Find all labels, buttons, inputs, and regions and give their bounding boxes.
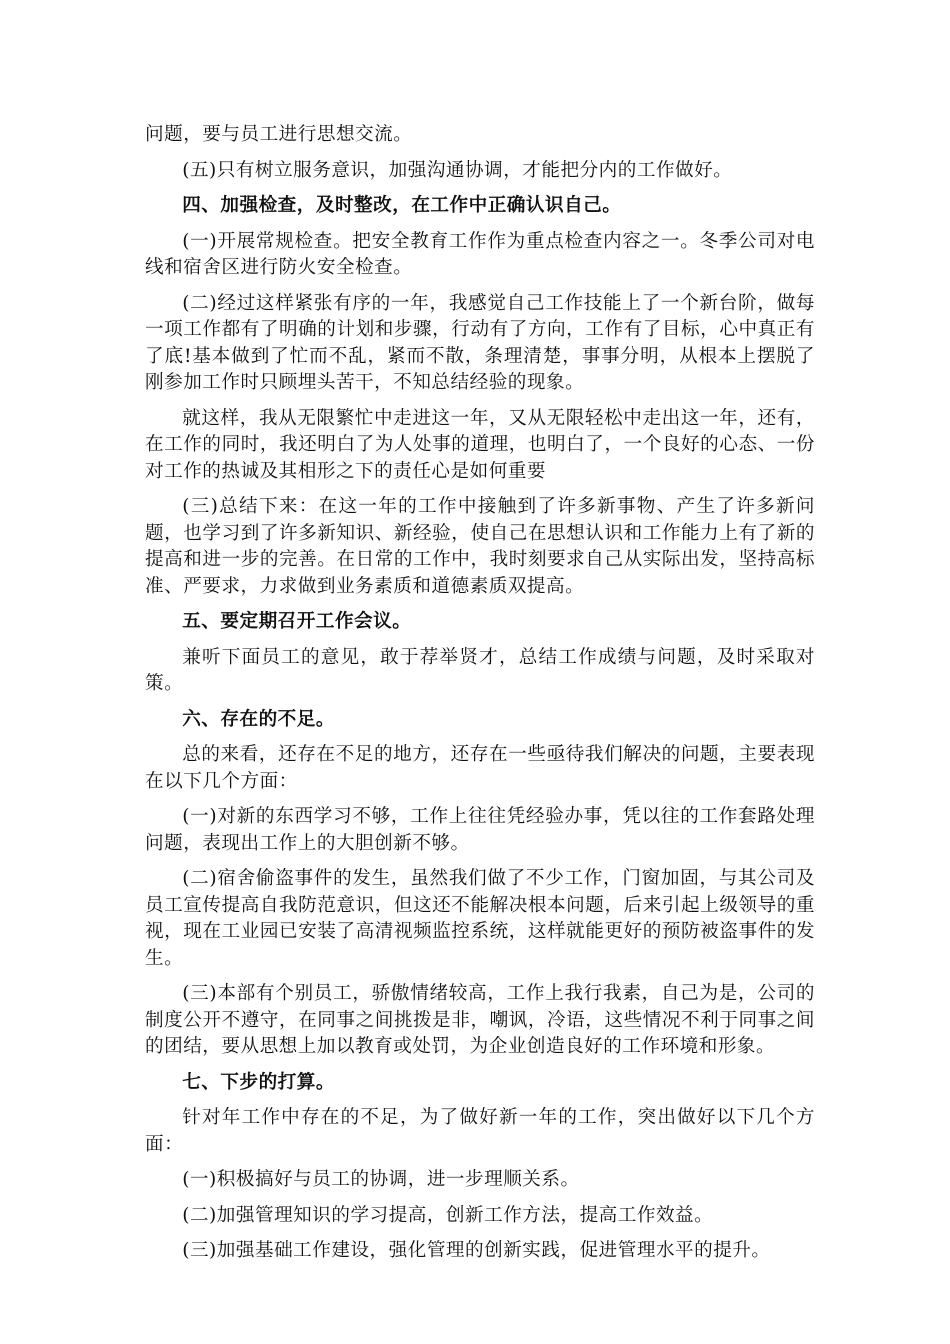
paragraph: (一)开展常规检查。把安全教育工作作为重点检查内容之一。冬季公司对电线和宿舍区进行防火安全检查。 [145, 230, 815, 278]
document-body [145, 122, 815, 1274]
paragraph: 就这样，我从无限繁忙中走进这一年，又从无限轻松中走出这一年，还有，在工作的同时，我还明白了为人处事的道理，也明白了，一个良好的心态、一份对工作的热诚及其相形之下的责任心是如何重要 [145, 407, 815, 482]
paragraph: 兼听下面员工的意见，敢于荐举贤才，总结工作成绩与问题，及时采取对策。 [145, 646, 815, 694]
paragraph: (二)宿舍偷盗事件的发生，虽然我们做了不少工作，门窗加固，与其公司及员工宣传提高自我防范意识，但这还不能解决根本问题，后来引起上级领导的重视，现在工业园已安装了高清视频监控系统，这样就能更好的预防被盗事件的发生。 [145, 868, 815, 969]
paragraph: (二)经过这样紧张有序的一年，我感觉自己工作技能上了一个新台阶，做每一项工作都有了明确的计划和步骤，行动有了方向，工作有了目标，心中真正有了底!基本做到了忙而不乱，紧而不散，条理清楚，事事分明，从根本上摆脱了刚参加工作时只顾埋头苦干，不知总结经验的现象。 [145, 292, 815, 393]
paragraph: (二)加强管理知识的学习提高，创新工作方法，提高工作效益。 [182, 1204, 714, 1226]
paragraph: 问题，要与员工进行思想交流。 [145, 124, 413, 145]
paragraph: 总的来看，还存在不足的地方，还存在一些亟待我们解决的问题，主要表现在以下几个方面： [145, 744, 815, 792]
paragraph: (三)本部有个别员工，骄傲情绪较高，工作上我行我素，自己为是，公司的制度公开不遵守，在同事之间挑拨是非，嘲讽，冷语，这些情况不利于同事之间的团结，要从思想上加以教育或处罚，为企业创造良好的工作环境和形象。 [145, 983, 815, 1057]
paragraph: 针对年工作中存在的不足，为了做好新一年的工作，突出做好以下几个方面： [145, 1107, 815, 1155]
section-heading: 五、要定期召开工作会议。 [182, 611, 412, 632]
section-heading: 七、下步的打算。 [182, 1071, 335, 1093]
paragraph: (一)对新的东西学习不够，工作上往往凭经验办事，凭以往的工作套路处理问题，表现出工作上的大胆创新不够。 [145, 806, 815, 854]
section-heading: 六、存在的不足。 [182, 708, 335, 730]
paragraph: (三)总结下来：在这一年的工作中接触到了许多新事物、产生了许多新问题，也学习到了许多新知识、新经验，使自己在思想认识和工作能力上有了新的提高和进一步的完善。在日常的工作中，我时刻要求自己从实际出发，坚持高标准、严要求，力求做到业务素质和道德素质双提高。 [145, 496, 815, 597]
paragraph: (一)积极搞好与员工的协调，进一步理顺关系。 [182, 1169, 580, 1190]
paragraph: (五)只有树立服务意识，加强沟通协调，才能把分内的工作做好。 [182, 159, 733, 181]
section-heading: 四、加强检查，及时整改，在工作中正确认识自己。 [182, 195, 622, 216]
paragraph: (三)加强基础工作建设，强化管理的创新实践，促进管理水平的提升。 [182, 1240, 771, 1261]
